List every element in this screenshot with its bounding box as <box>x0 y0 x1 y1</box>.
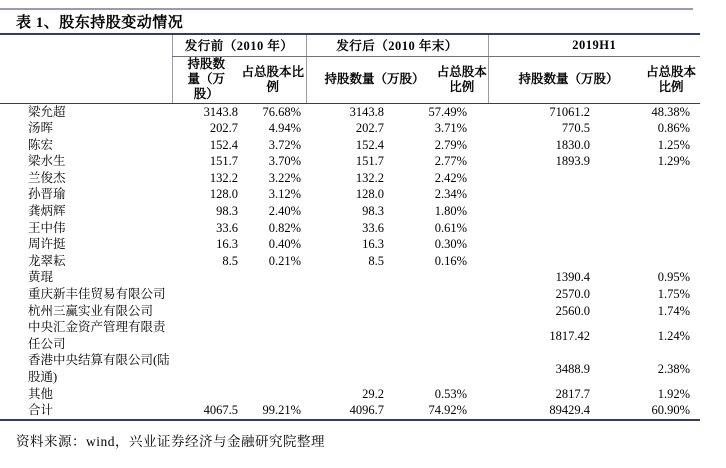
qty-cell: 152.4 <box>209 137 238 152</box>
qty-cell: 128.0 <box>355 187 385 202</box>
table-title: 表 1、股东持股变动情况 <box>16 15 184 31</box>
pct-cell: 0.30% <box>434 237 468 252</box>
qty-cell: 71061.2 <box>549 104 591 119</box>
pct-cell <box>386 269 488 286</box>
pct-cell: 1.92% <box>657 386 691 401</box>
pct-cell: 48.38% <box>651 104 691 119</box>
pct-cell <box>240 269 306 286</box>
qty-cell: 4067.5 <box>203 403 238 418</box>
qty-cell: 16.3 <box>362 237 385 252</box>
qty-cell: 4096.7 <box>349 403 385 418</box>
qty-cell: 2570.0 <box>555 287 591 302</box>
pct-cell: 3.71% <box>434 121 468 136</box>
pct-cell: 2.40% <box>268 204 302 219</box>
pct-cell <box>386 286 488 303</box>
col-header-pct-1: 占总股本比例 <box>240 56 306 103</box>
table-row <box>0 170 700 187</box>
qty-cell: 16.3 <box>216 237 238 252</box>
qty-cell: 2817.7 <box>555 386 591 401</box>
qty-cell <box>306 286 386 303</box>
qty-cell: 128.0 <box>209 187 238 202</box>
qty-cell: 1390.4 <box>555 270 591 285</box>
pct-cell: 3.72% <box>268 137 302 152</box>
table-row <box>0 386 700 403</box>
qty-cell: 770.5 <box>561 121 591 136</box>
qty-cell: 3143.8 <box>203 104 238 119</box>
pct-cell <box>386 352 488 385</box>
page-top-rule <box>0 8 693 10</box>
qty-cell <box>172 319 240 352</box>
table-header <box>0 34 700 103</box>
pct-cell: 99.21% <box>262 403 302 418</box>
qty-cell: 3488.9 <box>555 361 591 376</box>
pct-cell: 1.80% <box>434 204 468 219</box>
pct-cell: 1.74% <box>657 303 691 318</box>
qty-cell <box>306 303 386 320</box>
shareholder-name-cell: 杭州三赢实业有限公司 <box>28 303 154 318</box>
pct-cell: 0.16% <box>434 253 468 268</box>
shareholder-name-cell: 兰俊杰 <box>28 170 66 185</box>
shareholder-name-cell: 中央汇金资产管理有限责任公司 <box>28 320 166 351</box>
blank-corner-cell <box>0 34 172 56</box>
pct-cell: 0.53% <box>434 386 468 401</box>
pct-cell: 1.25% <box>657 137 691 152</box>
blank-name-header-cell <box>0 56 172 103</box>
table-row <box>0 153 700 170</box>
qty-cell: 1893.9 <box>555 154 591 169</box>
pct-cell <box>240 352 306 385</box>
table-row <box>0 203 700 220</box>
qty-cell <box>172 352 240 385</box>
shareholder-name-cell: 梁水生 <box>28 154 66 169</box>
pct-cell: 4.94% <box>268 121 302 136</box>
table-row <box>0 286 700 303</box>
pct-cell <box>594 170 700 187</box>
qty-cell: 8.5 <box>368 253 385 268</box>
pct-cell: 1.75% <box>657 287 691 302</box>
pct-cell <box>594 186 700 203</box>
table-body <box>0 103 700 420</box>
pct-cell: 0.95% <box>657 270 691 285</box>
qty-cell <box>172 269 240 286</box>
pct-cell <box>386 303 488 320</box>
table-row <box>0 269 700 286</box>
pct-cell: 76.68% <box>262 104 302 119</box>
pct-cell <box>240 386 306 403</box>
qty-cell: 33.6 <box>362 220 385 235</box>
shareholder-name-cell: 香港中央结算有限公司(陆股通) <box>28 353 170 384</box>
qty-cell <box>306 269 386 286</box>
table-row <box>0 352 700 385</box>
shareholder-name-cell: 周许挺 <box>28 237 66 252</box>
table-row <box>0 303 700 320</box>
col-header-qty-1: 持股数量（万股） <box>172 56 240 103</box>
qty-cell: 132.2 <box>209 170 238 185</box>
col-header-qty-2: 持股数量（万股） <box>306 56 386 103</box>
pct-cell <box>240 303 306 320</box>
shareholder-table <box>0 33 700 421</box>
shareholder-name-cell: 合计 <box>28 403 54 418</box>
qty-cell: 3143.8 <box>349 104 385 119</box>
pct-cell: 57.49% <box>428 104 468 119</box>
shareholder-name-cell: 汤晖 <box>28 121 54 136</box>
sub-header-row <box>0 56 700 103</box>
qty-cell <box>172 303 240 320</box>
qty-cell: 98.3 <box>216 204 238 219</box>
pct-cell <box>594 203 700 220</box>
qty-cell <box>488 203 594 220</box>
pct-cell: 0.21% <box>268 253 302 268</box>
qty-cell <box>172 286 240 303</box>
group-header-row <box>0 34 700 56</box>
qty-cell: 29.2 <box>362 386 385 401</box>
pct-cell: 60.90% <box>651 403 691 418</box>
qty-cell: 8.5 <box>222 253 238 268</box>
qty-cell: 98.3 <box>362 204 385 219</box>
qty-cell: 202.7 <box>209 121 238 136</box>
table-row <box>0 137 700 154</box>
qty-cell <box>306 319 386 352</box>
pct-cell: 2.77% <box>434 154 468 169</box>
table-row <box>0 120 700 137</box>
group-header-pre-ipo: 发行前（2010 年） <box>172 34 306 56</box>
qty-cell: 152.4 <box>355 137 385 152</box>
pct-cell: 0.82% <box>268 220 302 235</box>
pct-cell <box>386 319 488 352</box>
pct-cell <box>594 220 700 237</box>
qty-cell: 1830.0 <box>555 137 591 152</box>
pct-cell <box>594 236 700 253</box>
pct-cell: 1.29% <box>657 154 691 169</box>
qty-cell: 151.7 <box>355 154 385 169</box>
group-header-2019h1: 2019H1 <box>488 34 700 56</box>
shareholder-name-cell: 其他 <box>28 386 54 401</box>
qty-cell: 202.7 <box>355 121 385 136</box>
pct-cell: 3.70% <box>268 154 302 169</box>
qty-cell: 132.2 <box>355 170 385 185</box>
pct-cell: 2.38% <box>657 361 691 376</box>
qty-cell: 2560.0 <box>555 303 591 318</box>
pct-cell: 0.61% <box>434 220 468 235</box>
pct-cell: 3.12% <box>268 187 302 202</box>
pct-cell: 3.22% <box>268 170 302 185</box>
qty-cell: 89429.4 <box>549 403 591 418</box>
pct-cell <box>240 286 306 303</box>
qty-cell <box>488 220 594 237</box>
pct-cell <box>240 319 306 352</box>
qty-cell <box>488 236 594 253</box>
qty-cell: 151.7 <box>209 154 238 169</box>
group-header-post-ipo: 发行后（2010 年末） <box>306 34 488 56</box>
pct-cell: 2.34% <box>434 187 468 202</box>
total-row <box>0 402 700 420</box>
qty-cell <box>488 253 594 270</box>
qty-cell <box>488 186 594 203</box>
qty-cell <box>172 386 240 403</box>
shareholder-name-cell: 黄琨 <box>28 270 54 285</box>
pct-cell: 0.86% <box>657 121 691 136</box>
pct-cell: 1.24% <box>657 328 691 343</box>
col-header-pct-3: 占总股本比例 <box>594 56 700 103</box>
pct-cell: 2.79% <box>434 137 468 152</box>
qty-cell: 1817.42 <box>549 328 591 343</box>
qty-cell <box>488 170 594 187</box>
qty-cell <box>306 352 386 385</box>
table-row <box>0 220 700 237</box>
shareholder-name-cell: 陈宏 <box>28 137 54 152</box>
table-row <box>0 319 700 352</box>
col-header-qty-3: 持股数量（万股） <box>488 56 594 103</box>
pct-cell <box>594 253 700 270</box>
shareholder-name-cell: 梁允超 <box>28 104 66 119</box>
shareholder-name-cell: 龙翠耘 <box>28 253 66 268</box>
table-row <box>0 236 700 253</box>
shareholder-name-cell: 龚炳辉 <box>28 204 66 219</box>
col-header-pct-2: 占总股本比例 <box>386 56 488 103</box>
data-source-note: 资料来源：wind，兴业证券经济与金融研究院整理 <box>16 434 325 449</box>
table-row <box>0 186 700 203</box>
pct-cell: 2.42% <box>434 170 468 185</box>
pct-cell: 0.40% <box>268 237 302 252</box>
table-row <box>0 103 700 120</box>
qty-cell: 33.6 <box>216 220 238 235</box>
shareholder-name-cell: 王中伟 <box>28 220 66 235</box>
table-row <box>0 253 700 270</box>
shareholder-name-cell: 重庆新丰佳贸易有限公司 <box>28 287 166 302</box>
shareholder-name-cell: 孙晋瑜 <box>28 187 66 202</box>
pct-cell: 74.92% <box>428 403 468 418</box>
